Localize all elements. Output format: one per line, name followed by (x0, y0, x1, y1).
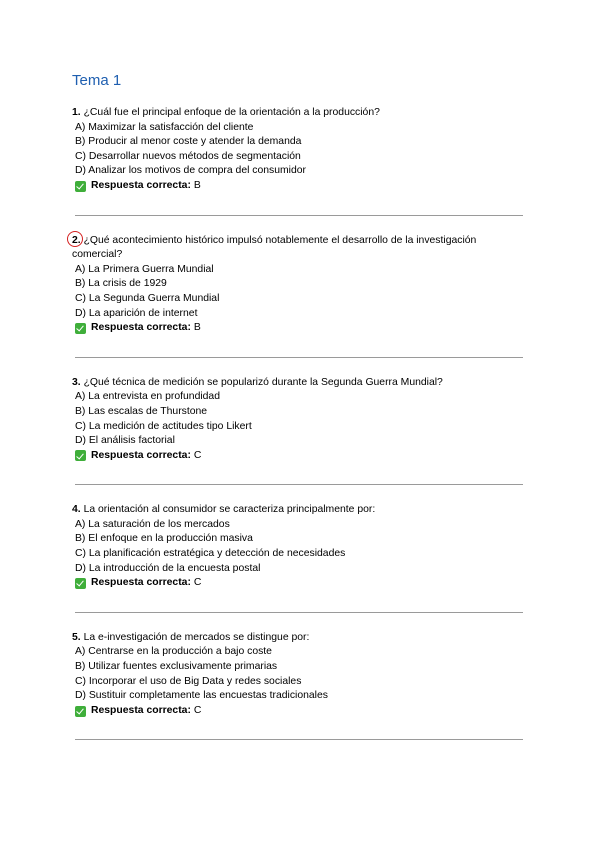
option-d: D) La aparición de internet (75, 307, 198, 319)
question-statement: La e-investigación de mercados se distingue por: (83, 631, 310, 643)
option-a: A) La saturación de los mercados (75, 518, 230, 530)
divider (75, 612, 523, 613)
options-list (72, 263, 524, 321)
option-c: C) La medición de actitudes tipo Likert (75, 420, 252, 432)
question-number: 3. (72, 376, 81, 388)
option-b: B) Utilizar fuentes exclusivamente primarias (75, 661, 278, 673)
option-a: A) La entrevista en profundidad (75, 391, 220, 403)
question-statement: La orientación al consumidor se caracteriza principalmente por: (83, 504, 376, 516)
answer-label: Respuesta correcta: (91, 179, 191, 191)
options-list (72, 390, 524, 448)
answer-label: Respuesta correcta: (91, 704, 191, 716)
option-c: C) La planificación estratégica y detección de necesidades (75, 548, 346, 560)
check-mark-icon (75, 181, 86, 192)
question-statement: ¿Qué técnica de medición se popularizó durante la Segunda Guerra Mundial? (83, 376, 443, 388)
question-text (72, 376, 524, 391)
check-mark-icon (75, 706, 86, 717)
option-c: C) Incorporar el uso de Big Data y redes sociales (75, 675, 302, 687)
question-1 (72, 106, 524, 216)
answer-value: C (193, 577, 202, 589)
option-c: C) La Segunda Guerra Mundial (75, 292, 220, 304)
question-number: 4. (72, 504, 81, 516)
answer-label: Respuesta correcta: (91, 449, 191, 461)
option-a: A) Centrarse en la producción a bajo coste (75, 646, 272, 658)
question-text (72, 503, 524, 518)
option-b: B) La crisis de 1929 (75, 278, 167, 290)
question-5 (72, 631, 524, 741)
divider (75, 357, 523, 358)
divider (75, 739, 523, 740)
options-list (72, 518, 524, 576)
question-text (72, 234, 524, 263)
question-4 (72, 503, 524, 613)
divider (75, 484, 523, 485)
option-a: A) La Primera Guerra Mundial (75, 263, 214, 275)
question-text (72, 631, 524, 646)
option-c: C) Desarrollar nuevos métodos de segmentación (75, 150, 301, 162)
option-d: D) Sustituir completamente las encuestas tradicionales (75, 690, 328, 702)
answer-value: C (193, 704, 202, 716)
correct-answer (72, 449, 524, 464)
question-number: 1. (72, 107, 81, 118)
answer-value: C (193, 449, 202, 461)
options-list (72, 121, 524, 179)
correct-answer (72, 704, 524, 719)
divider (75, 215, 523, 216)
option-d: D) El análisis factorial (75, 435, 175, 447)
page-title: Tema 1 (72, 72, 122, 89)
option-d: D) Analizar los motivos de compra del consumidor (75, 165, 306, 177)
correct-answer (72, 576, 524, 591)
check-mark-icon (75, 578, 86, 589)
options-list (72, 645, 524, 703)
answer-value: B (193, 322, 201, 334)
question-3 (72, 376, 524, 486)
answer-label: Respuesta correcta: (91, 322, 191, 334)
option-a: A) Maximizar la satisfacción del cliente (75, 121, 254, 133)
option-b: B) El enfoque en la producción masiva (75, 533, 253, 545)
correct-answer (72, 179, 524, 194)
option-b: B) Las escalas de Thurstone (75, 405, 208, 417)
option-b: B) Producir al menor coste y atender la demanda (75, 136, 302, 148)
question-statement: ¿Qué acontecimiento histórico impulsó notablemente el desarrollo de la investigación comercial? (72, 234, 477, 261)
question-statement: ¿Cuál fue el principal enfoque de la orientación a la producción? (83, 107, 380, 118)
check-mark-icon (75, 450, 86, 461)
question-2 (72, 234, 524, 358)
question-text (72, 106, 524, 121)
correct-answer (72, 321, 524, 336)
option-d: D) La introducción de la encuesta postal (75, 562, 261, 574)
question-number: 5. (72, 631, 81, 643)
check-mark-icon (75, 323, 86, 334)
answer-value: B (193, 179, 201, 191)
answer-label: Respuesta correcta: (91, 577, 191, 589)
question-number-circled: 2. (72, 234, 81, 249)
